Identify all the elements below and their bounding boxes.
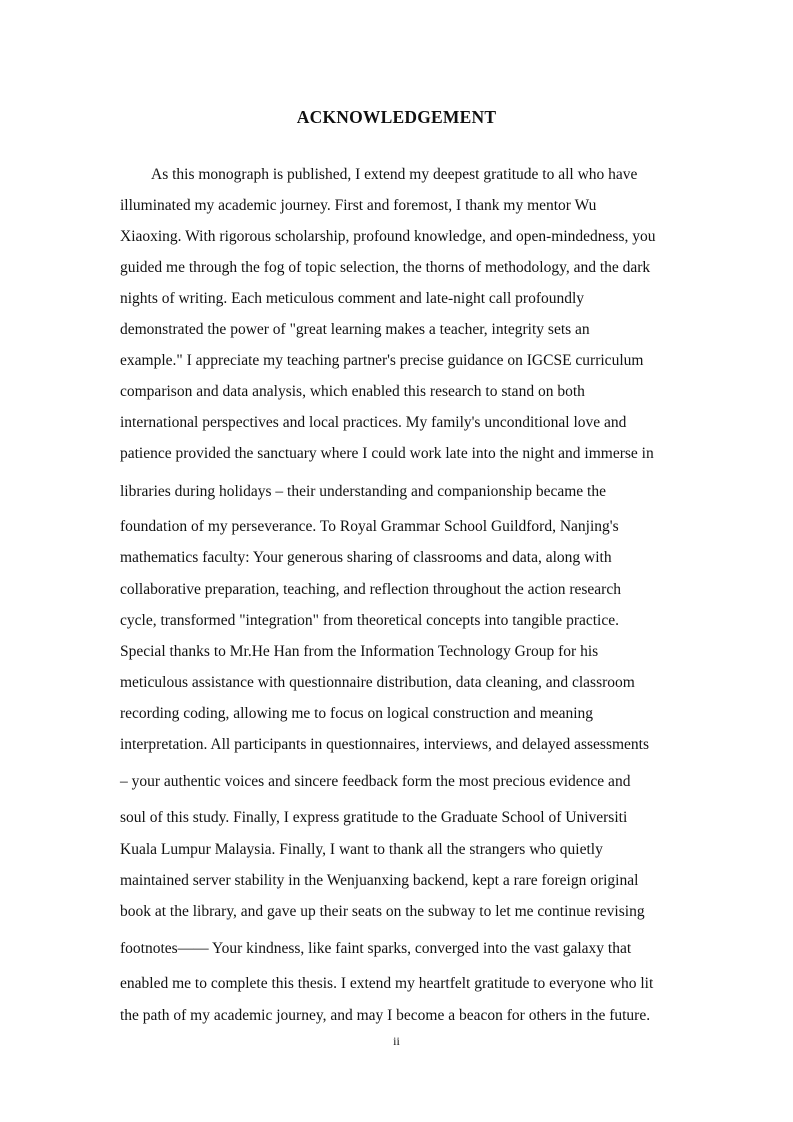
- text-line: footnotes—— Your kindness, like faint sparks, converged into the vast galaxy that: [120, 940, 632, 957]
- text-line: foundation of my perseverance. To Royal Grammar School Guildford, Nanjing's: [120, 518, 619, 535]
- text-line: interpretation. All participants in questionnaires, interviews, and delayed assessments: [120, 736, 650, 753]
- text-line: – your authentic voices and sincere feedback form the most precious evidence and: [120, 773, 631, 790]
- text-line: international perspectives and local practices. My family's unconditional love and: [120, 414, 627, 431]
- page-title: ACKNOWLEDGEMENT: [296, 107, 497, 127]
- text-line: Kuala Lumpur Malaysia. Finally, I want to thank all the strangers who quietly: [120, 841, 603, 858]
- text-line: comparison and data analysis, which enabled this research to stand on both: [120, 383, 585, 400]
- text-line: patience provided the sanctuary where I could work late into the night and immerse in: [120, 445, 654, 462]
- text-line: collaborative preparation, teaching, and reflection throughout the action research: [120, 581, 621, 598]
- text-line: recording coding, allowing me to focus on logical construction and meaning: [120, 705, 594, 722]
- text-line: meticulous assistance with questionnaire distribution, data cleaning, and classroom: [120, 674, 635, 691]
- text-line: nights of writing. Each meticulous comment and late-night call profoundly: [120, 290, 585, 307]
- text-line: soul of this study. Finally, I express gratitude to the Graduate School of Universiti: [120, 809, 628, 826]
- text-line: the path of my academic journey, and may I become a beacon for others in the future.: [120, 1007, 651, 1024]
- text-line: demonstrated the power of "great learning makes a teacher, integrity sets an: [120, 321, 590, 338]
- text-line: cycle, transformed "integration" from theoretical concepts into tangible practice.: [120, 612, 619, 629]
- text-line: enabled me to complete this thesis. I extend my heartfelt gratitude to everyone who lit: [120, 975, 654, 992]
- text-line: example." I appreciate my teaching partner's precise guidance on IGCSE curriculum: [120, 352, 644, 369]
- text-line: As this monograph is published, I extend my deepest gratitude to all who have: [151, 166, 638, 183]
- text-line: illuminated my academic journey. First and foremost, I thank my mentor Wu: [120, 197, 597, 214]
- text-line: maintained server stability in the Wenjuanxing backend, kept a rare foreign original: [120, 872, 639, 889]
- text-line: Special thanks to Mr.He Han from the Information Technology Group for his: [120, 643, 599, 660]
- text-line: libraries during holidays – their understanding and companionship became the: [120, 483, 606, 500]
- text-line: mathematics faculty: Your generous sharing of classrooms and data, along with: [120, 549, 612, 566]
- page-number: ii: [393, 1034, 400, 1048]
- text-line: guided me through the fog of topic selection, the thorns of methodology, and the dark: [120, 259, 651, 276]
- text-line: book at the library, and gave up their seats on the subway to let me continue revising: [120, 903, 645, 920]
- text-line: Xiaoxing. With rigorous scholarship, profound knowledge, and open-mindedness, you: [120, 228, 656, 245]
